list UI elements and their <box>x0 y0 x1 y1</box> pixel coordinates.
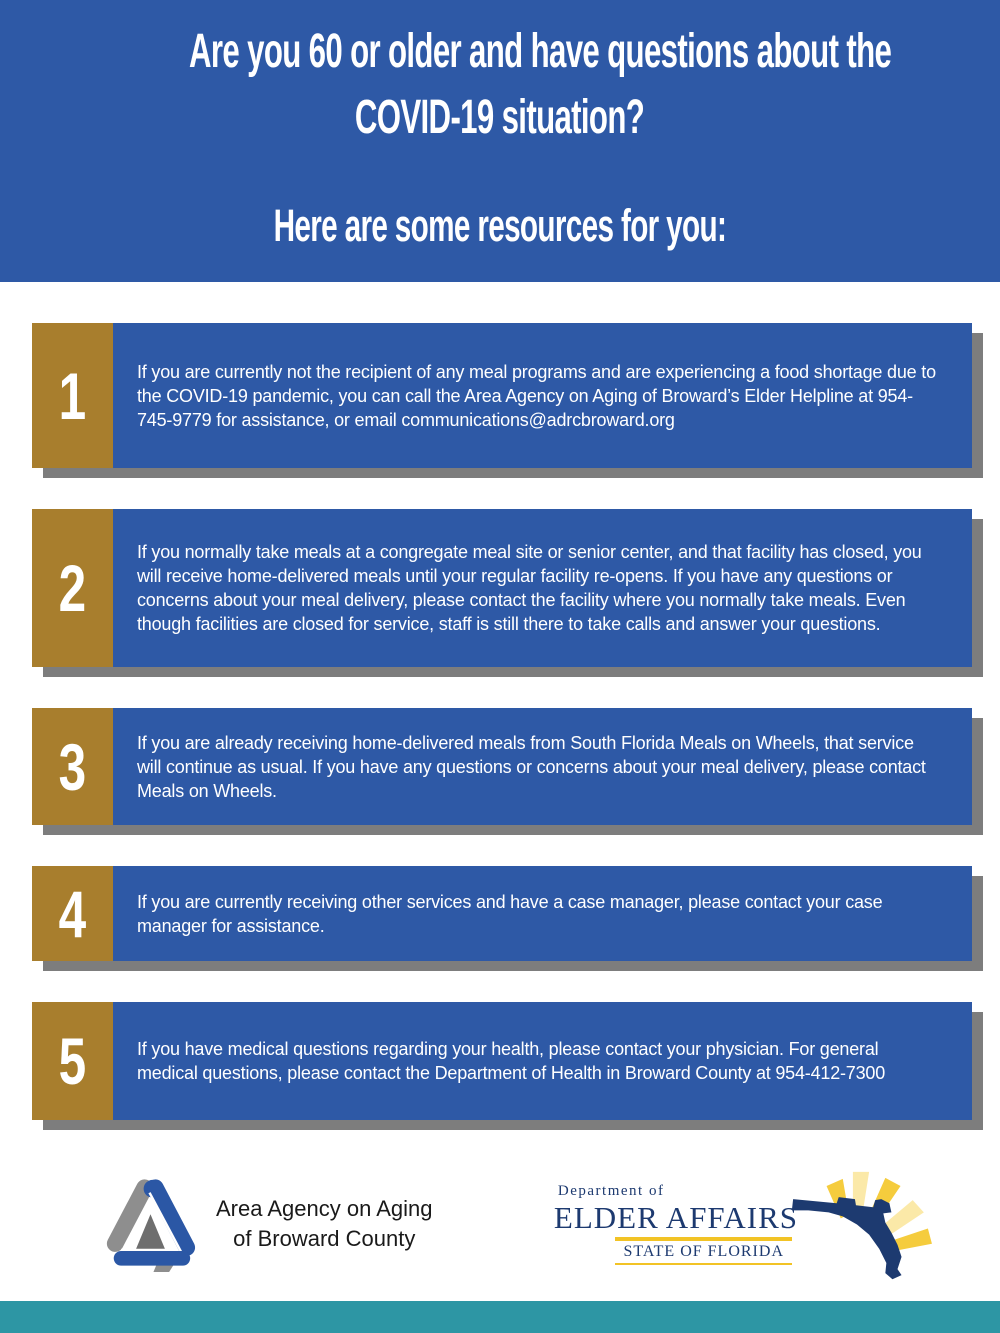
item-5-text: If you have medical questions regarding your health, please contact your physician. For general medical questions, please contact the Department of Health in Broward County at 954-412-7300 <box>137 1039 886 1083</box>
page-title-line-1 <box>0 24 1000 90</box>
aaa-logo-text-line-2: of Broward County <box>233 1226 416 1251</box>
resource-item-2 <box>32 509 972 667</box>
item-3-number: 3 <box>58 729 87 804</box>
florida-map-icon <box>784 1165 936 1283</box>
item-5-text-box <box>113 1002 972 1120</box>
item-1-text-box <box>113 323 972 468</box>
footer-logos <box>0 1158 1000 1290</box>
subtitle <box>0 198 1000 264</box>
header-banner <box>0 0 1000 282</box>
item-1-number: 1 <box>58 358 87 433</box>
subtitle-row <box>0 198 1000 264</box>
item-1-number-box <box>32 323 113 468</box>
resource-item-4 <box>32 866 972 961</box>
resource-list <box>32 323 972 1120</box>
item-1-text: If you are currently not the recipient of any meal programs and are experiencing a food shortage due to the COVID-19 pandemic, you can call the Area Agency on Aging of Broward’s Elder Helpline at 954-745-9779 for assistance, or email communications@adrcbroward.org <box>137 361 936 430</box>
aaa-triangle-logo-icon <box>98 1175 202 1273</box>
page-title-line-1-text: Are you 60 or older and have questions about the <box>189 25 892 78</box>
doea-logo-text <box>554 1183 798 1265</box>
doea-department-of-label: Department of <box>557 1183 665 1199</box>
page-title-line-2-text: COVID-19 situation? <box>355 91 645 144</box>
item-5-number-box <box>32 1002 113 1120</box>
item-4-text-box <box>113 866 972 961</box>
resource-item-3 <box>32 708 972 825</box>
resource-item-5 <box>32 1002 972 1120</box>
item-4-text: If you are currently receiving other services and have a case manager, please contact your case manager for assistance. <box>137 891 883 936</box>
item-4-number: 4 <box>58 876 87 951</box>
doea-elder-affairs-label: ELDER AFFAIRS <box>553 1200 798 1235</box>
doea-logo-group <box>554 1165 936 1283</box>
item-2-number: 2 <box>58 551 87 625</box>
item-3-text: If you are already receiving home-delivered meals from South Florida Meals on Wheels, that service will continue as usual. If you have any questions or concerns about your meal delivery, please contact Meals on Wheels. <box>137 732 926 801</box>
item-3-number-box <box>32 708 113 825</box>
item-5-number: 5 <box>58 1024 87 1098</box>
page-title-line-2 <box>0 90 1000 156</box>
item-4-number-box <box>32 866 113 961</box>
resource-item-1 <box>32 323 972 468</box>
doea-state-of-florida-label: STATE OF FLORIDA <box>615 1237 792 1265</box>
item-2-number-box <box>32 509 113 667</box>
aaa-logo-text <box>216 1194 433 1254</box>
item-2-text: If you normally take meals at a congregate meal site or senior center, and that facility has closed, you will receive home-delivered meals until your regular facility re-opens. If you have any questions or concerns about your meal delivery, please contact the facility where you normally take meals. Even though facilities are closed for service, staff is still there to take calls and answer your questions. <box>137 542 922 634</box>
item-3-text-box <box>113 708 972 825</box>
aaa-logo-group <box>98 1175 433 1273</box>
subtitle-text: Here are some resources for you: <box>273 200 727 251</box>
bottom-accent-bar <box>0 1301 1000 1333</box>
item-2-text-box <box>113 509 972 667</box>
aaa-logo-text-line-1: Area Agency on Aging <box>216 1196 433 1221</box>
